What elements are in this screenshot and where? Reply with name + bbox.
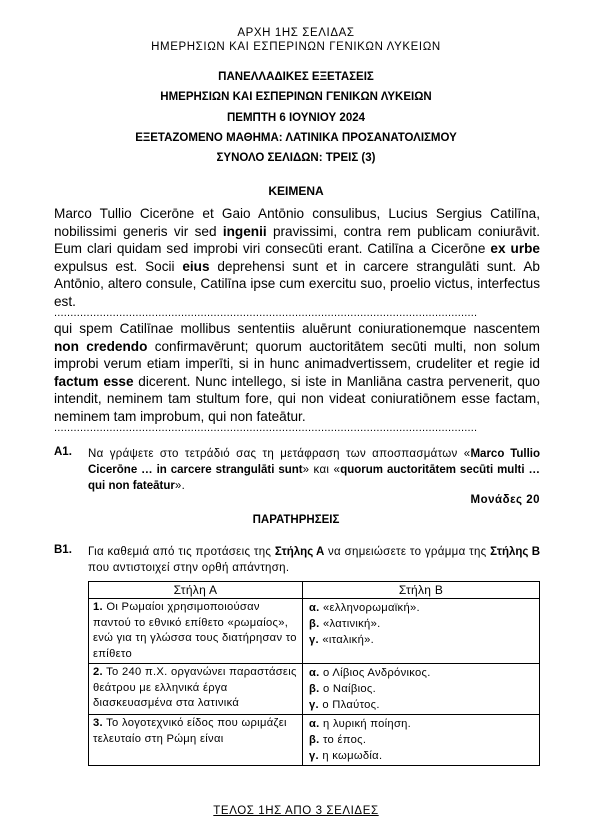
column-b-cell (303, 715, 540, 766)
table-header-row (89, 582, 540, 599)
dotted-separator: .................................................................................................................................. (54, 307, 478, 319)
exam-date: ΠΕΜΠΤΗ 6 ΙΟΥΝΙΟΥ 2024 (226, 112, 366, 124)
option: γ. «ιταλική». (309, 634, 375, 646)
texts-heading: ΚΕΙΜΕΝΑ (268, 184, 324, 198)
observations-heading: ΠΑΡΑΤΗΡΗΣΕΙΣ (252, 514, 340, 526)
column-a-cell: 1. Οι Ρωμαίοι χρησιμοποιούσαν παντού το εθνικό επίθετο «ρωμαίος», ενώ για τη γλώσσα τους διατήρησαν το επίθετο (89, 599, 303, 664)
table-row (89, 599, 540, 664)
column-a-header: Στήλη Α (89, 582, 303, 599)
column-a-cell: 2. Το 240 π.Χ. οργανώνει παραστάσεις θεάτρου με ελληνικά έργα διασκευασμένα στα λατινικά (89, 664, 303, 715)
question-a1-text: Να γράψετε στο τετράδιό σας τη μετάφραση των αποσπασμάτων «Marco Tullio Cicerōne … in carcere strangulāti sunt» και «quorum auctoritātem secūti multi … qui non fateātur». (88, 448, 541, 492)
page-header-line2: ΗΜΕΡΗΣΙΩΝ ΚΑΙ ΕΣΠΕΡΙΝΩΝ ΓΕΝΙΚΩΝ ΛΥΚΕΙΩΝ (151, 41, 441, 53)
page-footer: ΤΕΛΟΣ 1ΗΣ ΑΠΟ 3 ΣΕΛΙΔΕΣ (213, 805, 379, 817)
option: β. το έπος. (309, 734, 367, 746)
column-b-cell (303, 599, 540, 664)
option: α. «ελληνορωμαϊκή». (309, 602, 420, 614)
column-b-header: Στήλη Β (303, 582, 540, 599)
exam-schools: ΗΜΕΡΗΣΙΩΝ ΚΑΙ ΕΣΠΕΡΙΝΩΝ ΓΕΝΙΚΩΝ ΛΥΚΕΙΩΝ (160, 91, 432, 103)
dotted-separator: .................................................................................................................................. (54, 422, 478, 434)
option: α. η λυρική ποίηση. (309, 718, 412, 730)
option: γ. ο Πλαύτος. (309, 699, 380, 711)
exam-subject: ΕΞΕΤΑΖΟΜΕΝΟ ΜΑΘΗΜΑ: ΛΑΤΙΝΙΚΑ ΠΡΟΣΑΝΑΤΟΛΙΣΜΟΥ (135, 132, 457, 144)
option: β. ο Ναίβιος. (309, 683, 376, 695)
latin-passage-1: Marco Tullio Cicerōne et Gaio Antōnio consulibus, Lucius Sergius Catilīna, nobilissimi generis vir sed ingenii pravissimi, contra rem publicam coniurāvit. Eum clari quidam sed improbi viri consecūti erant. Catilīna a Cicerōne ex urbe expulsus est. Socii eius deprehensi sunt et in carcere strangulāti sunt. Ab Antōnio, altero consule, Catilīna ipse cum exercitu suo, proelio victus, interfectus est. (54, 206, 540, 309)
matching-table (88, 581, 540, 766)
exam-pages: ΣΥΝΟΛΟ ΣΕΛΙΔΩΝ: ΤΡΕΙΣ (3) (216, 152, 376, 164)
option: β. «λατινική». (309, 618, 381, 630)
table-row (89, 715, 540, 766)
option: γ. η κωμωδία. (309, 750, 383, 762)
page-header-line1: ΑΡΧΗ 1ΗΣ ΣΕΛΙΔΑΣ (237, 27, 355, 39)
question-b1-text: Για καθεμιά από τις προτάσεις της Στήλης Α να σημειώσετε το γράμμα της Στήλης Β που αντιστοιχεί στην ορθή απάντηση. (88, 546, 541, 574)
option: α. ο Λίβιος Ανδρόνικος. (309, 667, 431, 679)
question-b1-number: B1. (54, 544, 72, 556)
column-a-cell: 3. Το λογοτεχνικό είδος που ωριμάζει τελευταίο στη Ρώμη είναι (89, 715, 303, 766)
column-b-cell (303, 664, 540, 715)
question-a1-number: A1. (54, 446, 72, 458)
question-a1-points: Μονάδες 20 (470, 494, 540, 506)
table-row (89, 664, 540, 715)
exam-title: ΠΑΝΕΛΛΑΔΙΚΕΣ ΕΞΕΤΑΣΕΙΣ (218, 71, 374, 83)
latin-passage-2: qui spem Catilīnae mollibus sententiis aluērunt coniurationemque nascentem non credendo confirmavērunt; quorum auctoritātem secūti multi, non solum improbi verum etiam imperīti, si in hunc animadvertissem, crudeliter et regie id factum esse dicerent. Nunc intellego, si iste in Manliāna castra pervenerit, quo intendit, neminem tam stultum fore, qui non videat coniuratiōnem esse factam, neminem tam improbum, qui non fateātur. (54, 321, 540, 424)
